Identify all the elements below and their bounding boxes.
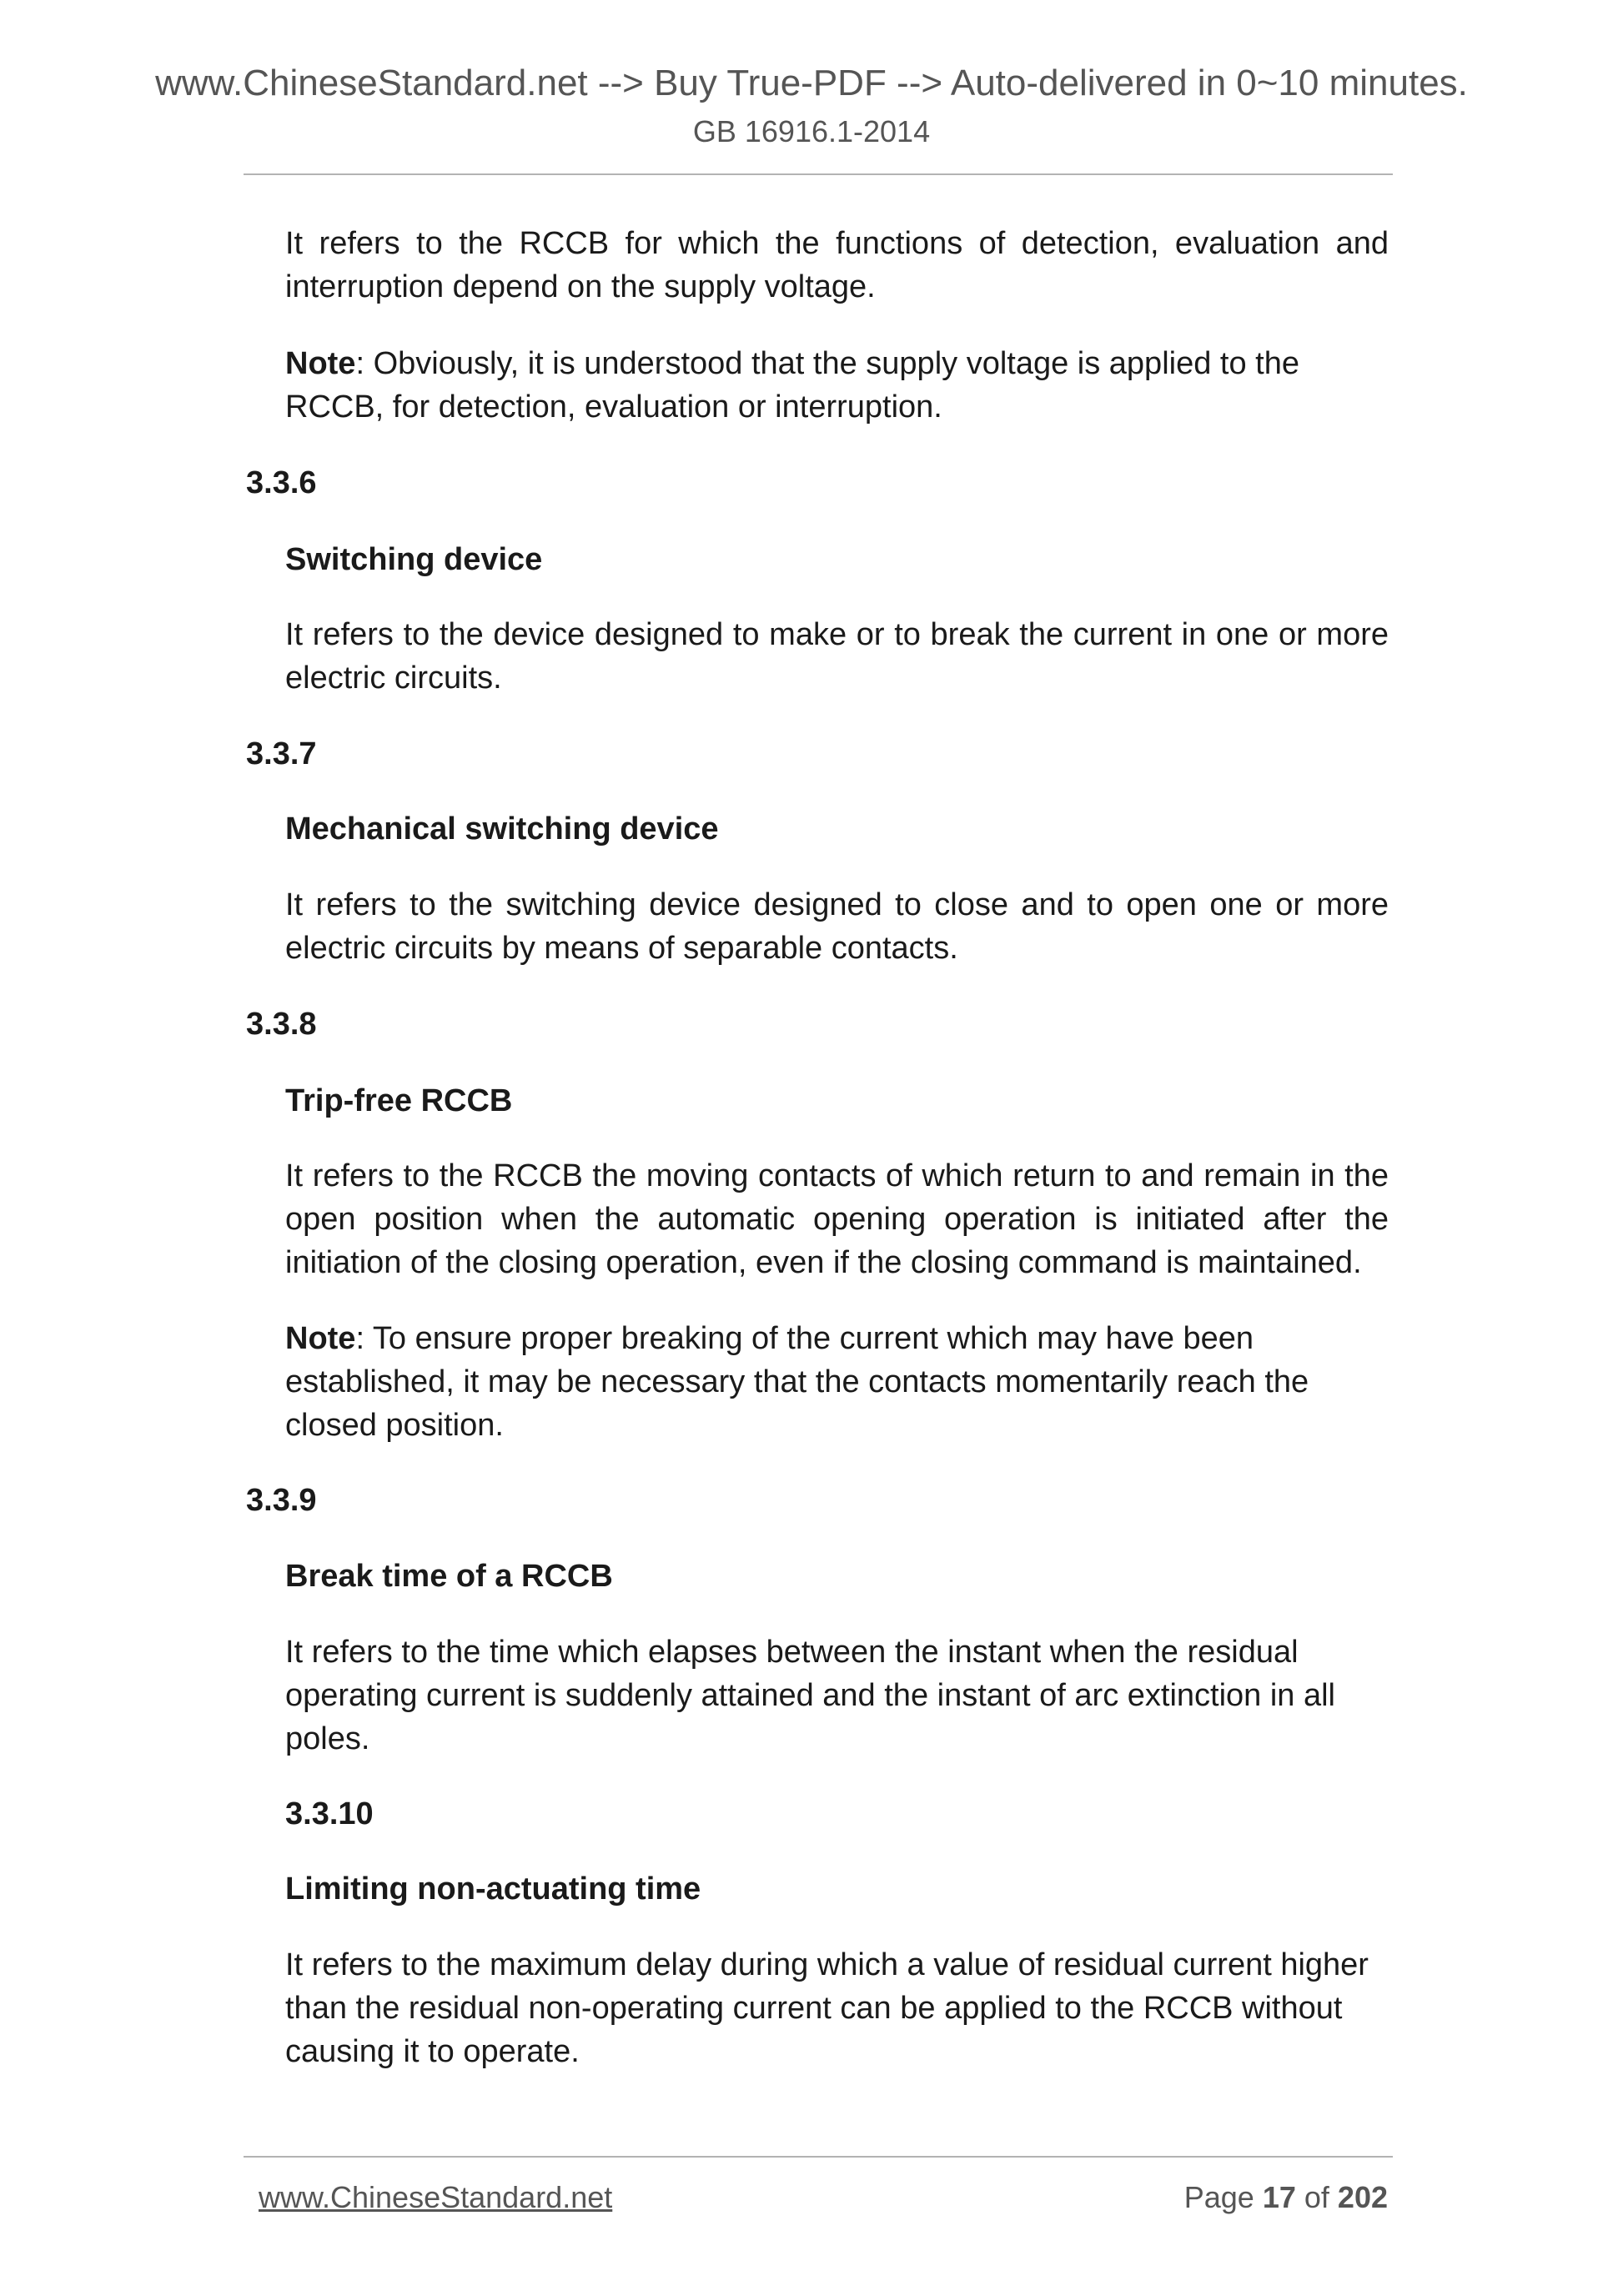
note-text: : To ensure proper breaking of the current which may have been established, it may be necessary that the contacts momentarily reach the closed position. [285,1321,1309,1443]
intro-paragraph: It refers to the RCCB for which the functions of detection, evaluation and interruption depend on the supply voltage. [285,226,1389,304]
note-label: Note [285,1321,356,1356]
term-title: Limiting non-actuating time [285,1871,701,1907]
page-of: of [1304,2180,1329,2214]
note-label: Note [285,346,356,381]
clause-number: 3.3.8 [246,1007,317,1042]
page-prefix: Page [1183,2180,1254,2214]
term-title: Trip-free RCCB [285,1083,513,1118]
term-title: Mechanical switching device [285,811,719,847]
page-total: 202 [1337,2180,1388,2214]
note-text: : Obviously, it is understood that the supply voltage is applied to the RCCB, for detection, evaluation or interruption. [285,346,1299,425]
header-banner: www.ChineseStandard.net --> Buy True-PDF --> Auto-delivered in 0~10 minutes. [155,63,1468,103]
page-current: 17 [1262,2180,1296,2214]
footer-site-link[interactable]: www.ChineseStandard.net [259,2180,613,2214]
term-title: Break time of a RCCB [285,1559,613,1594]
standard-code: GB 16916.1-2014 [692,114,931,148]
page-indicator [1184,2179,1388,2215]
term-definition: It refers to the switching device designed to close and to open one or more electric circuits by means of separable contacts. [285,887,1389,966]
term-note [285,1317,1389,1447]
term-definition: It refers to the time which elapses between the instant when the residual operating current is suddenly attained and the instant of arc extinction in all poles. [285,1635,1335,1756]
term-definition: It refers to the maximum delay during which a value of residual current higher than the residual non-operating current can be applied to the RCCB without causing it to operate. [285,1947,1369,2069]
clause-number: 3.3.9 [246,1483,317,1518]
intro-note [285,342,1389,429]
term-definition: It refers to the device designed to make or to break the current in one or more electric circuits. [285,617,1389,696]
footer-divider [244,2156,1393,2158]
term-definition: It refers to the RCCB the moving contacts of which return to and remain in the open position when the automatic opening operation is initiated after the initiation of the closing operation, even if the closing command is maintained. [285,1158,1389,1280]
clause-number: 3.3.10 [285,1796,374,1831]
header-divider [244,173,1393,175]
clause-number: 3.3.7 [246,736,317,771]
clause-number: 3.3.6 [246,465,317,500]
term-title: Switching device [285,542,543,577]
